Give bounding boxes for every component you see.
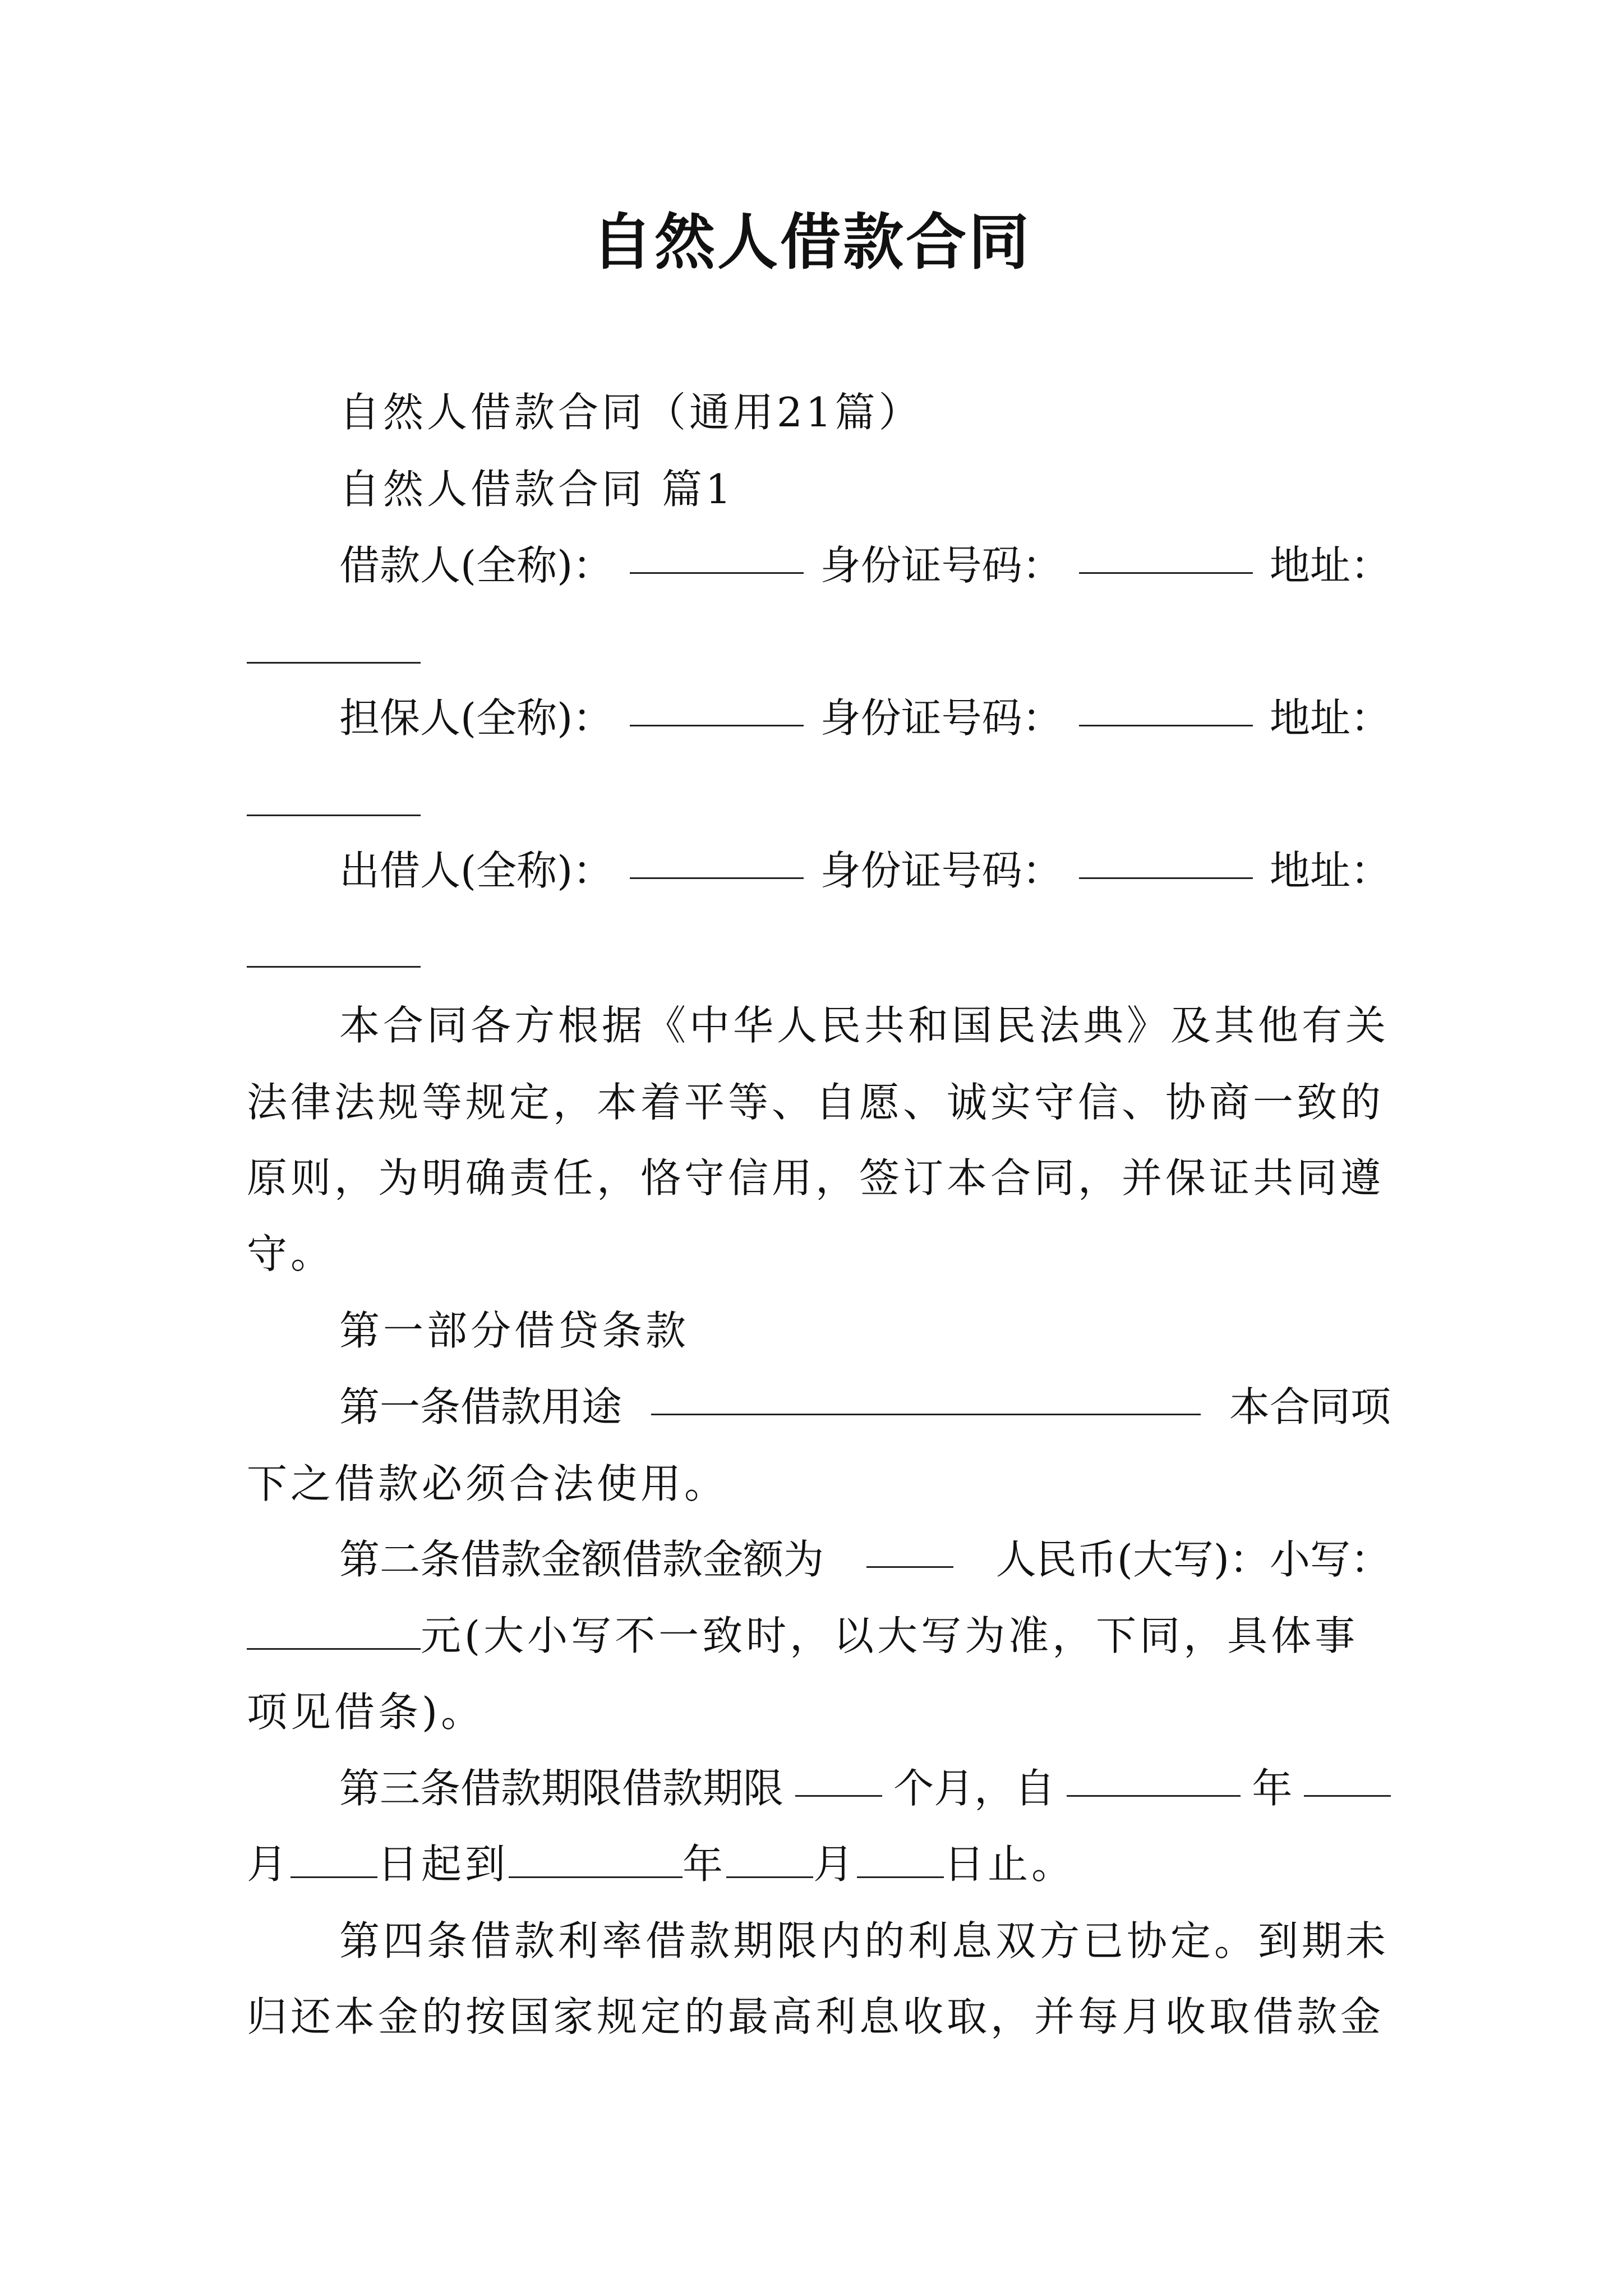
preamble-line: 原则，为明确责任，恪守信用，签订本合同，并保证共同遵 — [247, 1154, 1385, 1202]
article-2-text-tail: 人民币(大写)：小写： — [995, 1536, 1391, 1583]
article-2-line — [339, 1531, 1391, 1588]
party-borrower-line — [339, 537, 1391, 593]
article-1-text-tail: 本合同项 — [1229, 1383, 1391, 1430]
end-year-blank — [509, 1842, 683, 1878]
article-1-line — [339, 1379, 1391, 1435]
article-2-line-2 — [247, 1608, 1391, 1664]
end-month-blank — [726, 1842, 813, 1878]
article-3-text: 月 — [813, 1841, 857, 1888]
amount-blank — [866, 1531, 953, 1568]
article-1-line-2: 下之借款必须合法使用。 — [247, 1460, 728, 1507]
article-4-line: 第四条借款利率借款期限内的利息双方已协定。到期未 — [339, 1917, 1390, 1964]
document-title: 自然人借款合同 — [591, 208, 1031, 278]
id-blank — [1079, 690, 1253, 726]
address-blank — [247, 815, 421, 816]
article-3-line — [339, 1760, 1391, 1816]
article-3-text: 个月，自 — [893, 1765, 1055, 1812]
article-3-text: 日止。 — [944, 1841, 1076, 1888]
name-blank — [630, 537, 804, 574]
preamble-line: 守。 — [247, 1230, 335, 1277]
article-2-text: 第二条借款金额借款金额为 — [339, 1536, 824, 1583]
small-amount-blank — [247, 1613, 421, 1650]
article-3-text: 第三条借款期限借款期限 — [339, 1765, 784, 1812]
id-label: 身份证号码： — [820, 694, 1063, 742]
id-blank — [1079, 537, 1253, 574]
article-2-text-cont: 元(大小写不一致时，以大写为准，下同，具体事 — [421, 1612, 1359, 1659]
article-4-line-2: 归还本金的按国家规定的最高利息收取，并每月收取借款金 — [247, 1993, 1385, 2040]
preamble-line: 法律法规等规定，本着平等、自愿、诚实守信、协商一致的 — [247, 1079, 1385, 1126]
section-title: 自然人借款合同 篇1 — [339, 466, 735, 513]
purpose-blank — [651, 1379, 1201, 1415]
article-3-text: 年 — [1252, 1765, 1293, 1812]
party-lender-line — [339, 843, 1391, 899]
start-day-blank — [291, 1842, 377, 1878]
preamble-line: 本合同各方根据《中华人民共和国民法典》及其他有关 — [339, 1002, 1390, 1049]
name-blank — [630, 843, 804, 879]
id-label: 身份证号码： — [820, 542, 1063, 589]
id-blank — [1079, 843, 1253, 879]
id-label: 身份证号码： — [820, 847, 1063, 894]
article-2-line-3: 项见借条)。 — [247, 1688, 485, 1736]
party-role-label: 借款人(全称)： — [339, 542, 614, 589]
start-month-blank — [1304, 1760, 1391, 1797]
party-role-label: 出借人(全称)： — [339, 847, 614, 894]
name-blank — [630, 690, 804, 726]
start-year-blank — [1067, 1760, 1241, 1797]
part-heading: 第一部分借贷条款 — [339, 1307, 690, 1354]
address-blank — [247, 662, 421, 664]
article-1-text: 第一条借款用途 — [339, 1383, 623, 1430]
months-blank — [795, 1760, 882, 1797]
party-role-label: 担保人(全称)： — [339, 694, 614, 742]
party-guarantor-line — [339, 690, 1391, 746]
address-label: 地址： — [1269, 847, 1391, 894]
address-blank — [247, 966, 421, 968]
address-label: 地址： — [1269, 694, 1391, 742]
subtitle: 自然人借款合同（通用21篇） — [339, 389, 923, 436]
article-3-line-2 — [247, 1836, 1391, 1892]
article-3-text: 年 — [683, 1841, 727, 1888]
article-3-text: 月 — [247, 1841, 291, 1888]
article-3-text: 日起到 — [377, 1841, 509, 1888]
end-day-blank — [857, 1842, 944, 1878]
address-label: 地址： — [1269, 542, 1391, 589]
